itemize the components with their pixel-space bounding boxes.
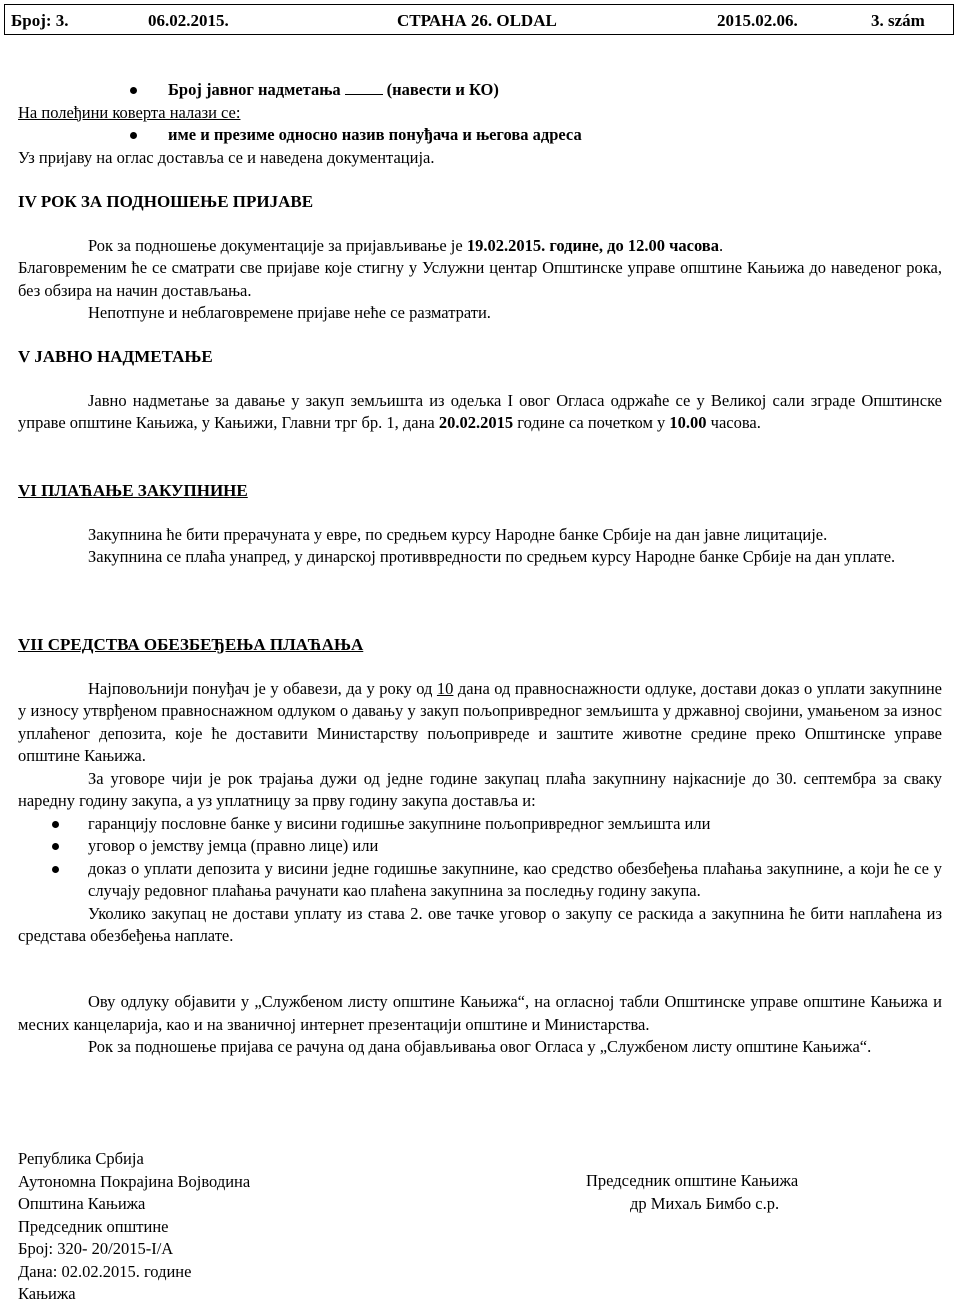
sig-line: Дана: 02.02.2015. године: [18, 1261, 192, 1281]
intro-line-4: Уз пријаву на оглас доставља се и наведена документација.: [18, 147, 435, 167]
header-date-hu: 2015.02.06.: [717, 11, 798, 30]
header-issue-hu: 3. szám: [871, 11, 925, 30]
signature-left: [18, 1148, 418, 1306]
list-item: гаранцију пословне банке у висини годишње закупнине пољопривредног земљишта или: [18, 813, 942, 836]
section-6-p1: Закупнина ће бити прерачуната у евре, по средњем курсу Народне банке Србије на дан јавне лицитације.: [88, 524, 828, 544]
section-4: [18, 191, 942, 325]
bullet-icon: [52, 821, 59, 828]
section-4-p1: Рок за подношење документације за пријављивање је 19.02.2015. године, до 12.00 часова.: [88, 235, 724, 255]
section-5: [18, 346, 942, 435]
intro-bullet-1: Број јавног надметања (навести и КО): [18, 79, 942, 102]
bullet-icon: [52, 843, 59, 850]
closing-p1: Ову одлуку објавити у „Службеном листу општине Кањижа“, на огласној табли Општинске управе општине Кањижа и месних канцеларија, као и на званичној интернет презентацији општине и Министарства.: [18, 992, 942, 1034]
page-header: [4, 4, 954, 35]
closing-p2: Рок за подношење пријава се рачуна од дана објављивања овог Огласа у „Службеном листу општине Кањижа“.: [88, 1037, 872, 1056]
section-7-p1: Најповољнији понуђач је у обавези, да у року од 10 дана од правноснажности одлуке, достави доказ о уплати закупнине у износу утврђеном правноснажном одлуком о давању у закуп пољопривредног земљишта у државној својини, умањеном за износ уплаћеног депозита, које ће доставити Министарству пољопривреде и заштите животне средине преко Општинске управе општине Кањижа.: [18, 678, 942, 765]
header-issue-sr: Број: 3.: [11, 11, 69, 30]
bullet-icon: [130, 87, 137, 94]
sig-line: Кањижа: [18, 1284, 76, 1303]
section-7-title: VII СРЕДСТВА ОБЕЗБЕЂЕЊА ПЛАЋАЊА: [18, 635, 364, 654]
closing-block: [18, 991, 942, 1059]
header-date-sr: 06.02.2015.: [148, 11, 229, 30]
intro-line-2: На полеђини коверта налази се:: [18, 102, 241, 122]
section-7-p3: Уколико закупац не достави уплату из става 2. ове тачке уговор о закупу се раскида а закупнина ће бити наплаћена из средстава обезбеђења наплате.: [18, 903, 942, 945]
intro-bullet-2: име и презиме односно назив понуђача и његова адреса: [18, 124, 942, 147]
intro-block: [18, 79, 942, 169]
signer-name: др Михаљ Бимбо с.р.: [630, 1193, 780, 1213]
header-page: СТРАНА 26. OLDAL: [397, 11, 557, 30]
section-5-title: V ЈАВНО НАДМЕТАЊЕ: [18, 347, 213, 366]
section-4-title: IV РОК ЗА ПОДНОШЕЊЕ ПРИЈАВЕ: [18, 192, 314, 211]
section-6-p2: Закупнина се плаћа унапред, у динарској противвредности по средњем курсу Народне банке Србије на дан уплате.: [88, 547, 896, 566]
section-7: [18, 634, 942, 948]
sig-line: Председник општине: [18, 1216, 169, 1236]
section-4-p2: Благовременим ће се сматрати све пријаве које стигну у Услужни центар Општинске управе општине Кањижа до наведеног рока, без обзира на начин достављања.: [18, 258, 942, 300]
bullet-icon: [52, 866, 59, 873]
sig-line: Аутономна Покрајина Војводина: [18, 1171, 251, 1191]
section-6-title: VI ПЛАЋАЊЕ ЗАКУПНИНЕ: [18, 481, 248, 500]
section-6: [18, 480, 942, 569]
signature-right: [586, 1170, 916, 1215]
sig-line: Република Србија: [18, 1149, 144, 1168]
list-item: доказ о уплати депозита у висини једне годишње закупнине, као средство обезбеђења плаћања закупнине, а који ће се у случају редовног плаћања рачунати као плаћена закупнина за последњу годину закупа.: [18, 858, 942, 903]
signer-title: Председник општине Кањижа: [586, 1171, 799, 1190]
section-7-p2: За уговоре чији је рок трајања дужи од једне године закупац плаћа закупнину најкасније до 30. септембра за сваку наредну годину закупа, а уз уплатницу за прву годину закупа доставља и:: [18, 768, 942, 810]
sig-line: Општина Кањижа: [18, 1194, 146, 1213]
list-item: уговор о јемству јемца (правно лице) или: [18, 835, 942, 858]
bullet-icon: [130, 132, 137, 139]
blank-line: [345, 80, 383, 95]
sig-line: Број: 320- 20/2015-I/А: [18, 1239, 174, 1258]
section-5-p1: Јавно надметање за давање у закуп земљишта из одељка I овог Огласа одржаће се у Великој сали зграде Општинске управе општине Кањижа, у Кањижи, Главни трг бр. 1, дана 20.02.2015 године са почетком у 10.00 часова.: [18, 390, 942, 432]
section-4-p3: Непотпуне и неблаговремене пријаве неће се разматрати.: [88, 303, 491, 322]
